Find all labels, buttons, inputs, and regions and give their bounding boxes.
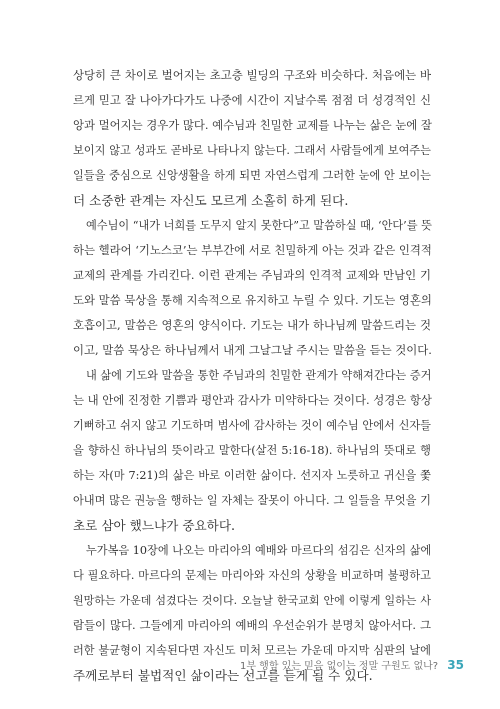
body-line: 하는 헬라어 ‘기노스코’는 부부간에 서로 친밀하게 아는 것과 같은 인격적 (73, 243, 432, 257)
body-line: 교제의 관계를 가리킨다. 이런 관계는 주님과의 인격적 교제와 만남인 기 (73, 268, 431, 282)
body-line: 내 삶에 기도와 말씀을 통한 주님과의 친밀한 관계가 약해져간다는 증거 (86, 369, 432, 382)
body-line: 도와 말씀 묵상을 통해 지속적으로 유지하고 누릴 수 있다. 기도는 영혼의 (73, 293, 432, 307)
body-line: 이고, 말씀 묵상은 하나님께서 내게 그날그날 주시는 말씀을 듣는 것이다. (73, 343, 432, 357)
body-line: 을 향하신 하나님의 뜻이라고 말한다(살전 5:16-18). 하나님의 뜻대로 행 (73, 444, 431, 457)
body-line: 다 필요하다. 마르다의 문제는 마리아와 자신의 상황을 비교하며 불평하고 (73, 569, 431, 582)
body-line: 하는 자(마 7:21)의 삶은 바로 이러한 삶이다. 선지자 노릇하고 귀신을 쫓 (73, 469, 431, 482)
page-footer (0, 657, 464, 672)
body-line: 더 소중한 관계는 자신도 모르게 소홀히 하게 된다. (73, 193, 349, 208)
body-line: 호흡이고, 말씀은 영혼의 양식이다. 기도는 내가 하나님께 말씀드리는 것 (73, 318, 431, 332)
body-line: 누가복음 10장에 나오는 마리아의 예배와 마르다의 섬김은 신자의 삶에 (86, 544, 432, 557)
body-line: 원망하는 가운데 섬겼다는 것이다. 오늘날 한국교회 안에 이렇게 일하는 사 (73, 594, 431, 607)
body-line: 일들을 중심으로 신앙생활을 하게 되면 자연스럽게 그러한 눈에 안 보이는 (73, 169, 431, 182)
body-line: 기뻐하고 쉬지 않고 기도하며 범사에 감사하는 것이 예수님 안에서 신자들 (73, 419, 431, 432)
body-line: 예수님이 “내가 너희를 도무지 알지 못한다”고 말씀하실 때, ‘안다’를 뜻 (86, 219, 432, 232)
body-line: 는 내 안에 진정한 기쁨과 평안과 감사가 미약하다는 것이다. 성경은 항상 (73, 393, 432, 407)
body-line: 초로 삼아 했느냐가 중요하다. (73, 518, 235, 533)
body-line: 상당히 큰 차이로 벌어지는 초고층 빌딩의 구조와 비슷하다. 처음에는 바 (73, 68, 431, 82)
body-line: 보이지 않고 성과도 곧바로 나타나지 않는다. 그래서 사람들에게 보여주는 (73, 144, 431, 157)
page-number: 35 (447, 658, 464, 672)
body-text (73, 63, 431, 688)
body-line: 아내며 많은 권능을 행하는 일 자체는 잘못이 아니다. 그 일들을 무엇을 기 (73, 494, 431, 507)
body-line: 주께로부터 불법적인 삶이라는 선고를 듣게 될 수 있다. (73, 668, 373, 683)
body-line: 러한 불균형이 지속된다면 자신도 미처 모르는 가운데 마지막 심판의 날에 (73, 644, 431, 657)
body-line: 람들이 많다. 그들에게 마리아의 예배의 우선순위가 분명치 않아서다. 그 (73, 618, 431, 632)
running-title: 1부 행함 있는 믿음 없이는 정말 구원도 없나? (239, 661, 439, 672)
body-line: 르게 믿고 잘 나아가다가도 나중에 시간이 지날수록 점점 더 성경적인 신 (73, 93, 431, 107)
body-line: 앙과 멀어지는 경우가 많다. 예수님과 친밀한 교제를 나누는 삶은 눈에 잘 (73, 118, 432, 132)
